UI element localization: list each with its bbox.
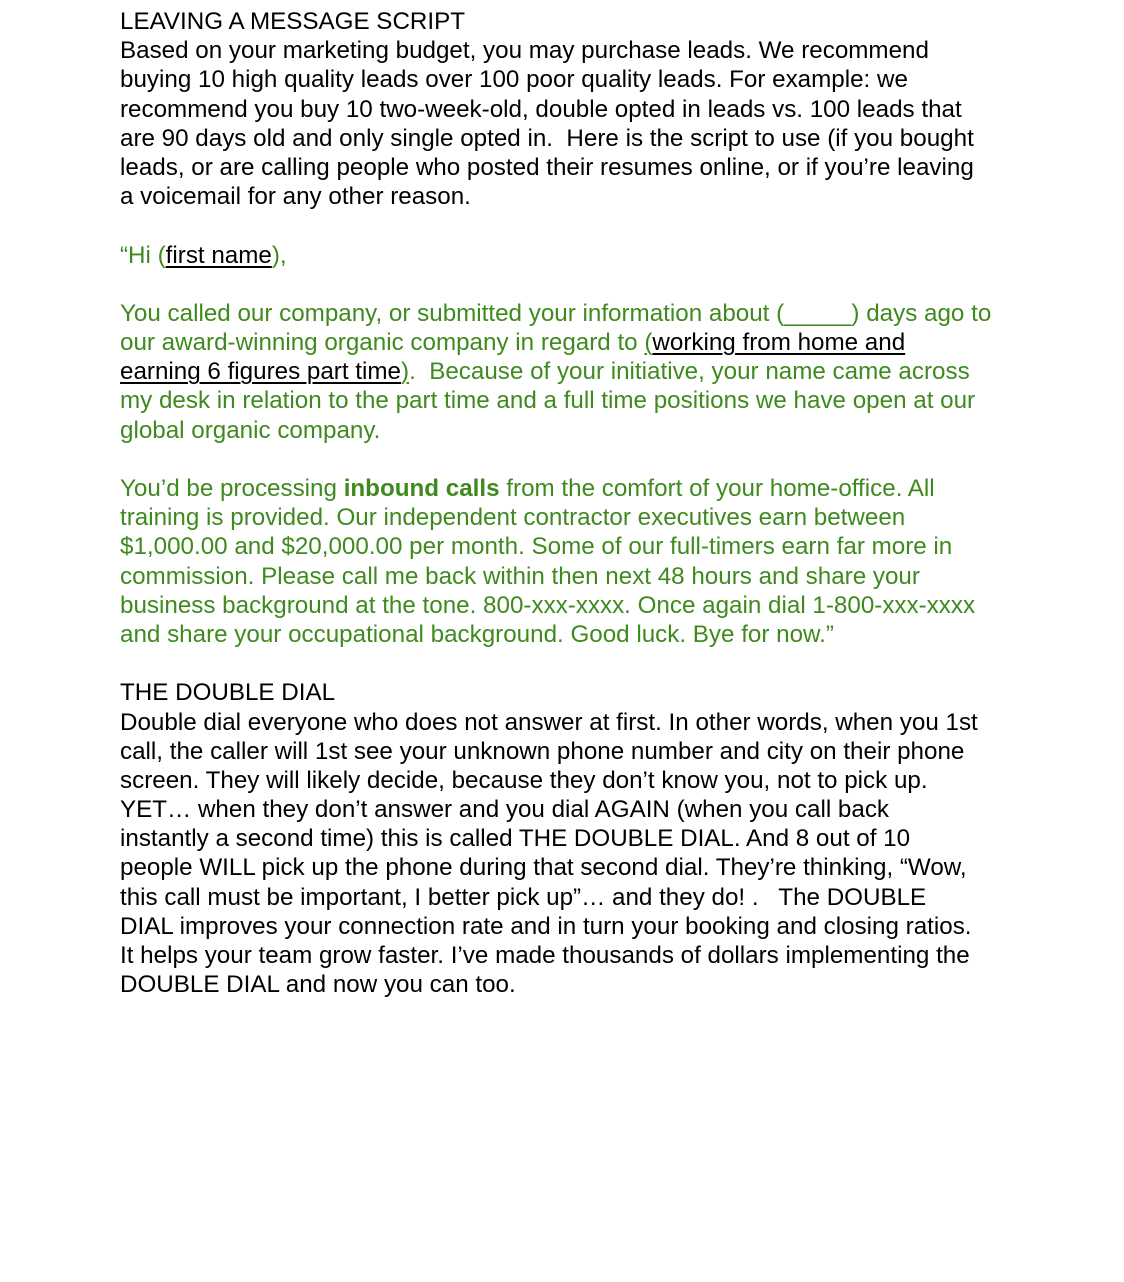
- body-line: instantly a second time) this is called THE DOUBLE DIAL. And 8 out of 10: [120, 825, 911, 853]
- spacer: [120, 445, 1080, 474]
- body-line: call, the caller will 1st see your unknown phone number and city on their phone: [120, 737, 965, 765]
- body-line: Double dial everyone who does not answer at first. In other words, when you 1st: [120, 708, 978, 736]
- section-title-double-dial: THE DOUBLE DIAL: [120, 679, 336, 707]
- topic-placeholder: earning 6 figures part time: [120, 358, 401, 386]
- body-line: screen. They will likely decide, because they don’t know you, not to pick up.: [120, 766, 928, 794]
- script-line: [120, 328, 1080, 357]
- script-line: [120, 474, 1080, 503]
- paren-close: ): [401, 358, 410, 386]
- first-name-placeholder: first name: [165, 241, 272, 269]
- script-line: business background at the tone. 800-xxx-xxxx. Once again dial 1-800-xxx-xxxx: [120, 591, 976, 619]
- greeting-suffix: ),: [271, 241, 287, 269]
- script-line: my desk in relation to the part time and a full time positions we have open at our: [120, 387, 976, 415]
- script-text: You’d be processing: [120, 475, 344, 502]
- script-text: from the comfort of your home-office. All: [499, 475, 935, 502]
- script-line: commission. Please call me back within then next 48 hours and share your: [120, 562, 920, 590]
- intro-paragraph: [120, 36, 1080, 211]
- inbound-calls-emphasis: inbound calls: [343, 475, 500, 502]
- body-line: this call must be important, I better pick up”… and they do! . The DOUBLE: [120, 883, 927, 911]
- script-text: . Because of your initiative, your name came across: [409, 358, 970, 386]
- body-line: people WILL pick up the phone during that second dial. They’re thinking, “Wow,: [120, 854, 967, 882]
- intro-line: Based on your marketing budget, you may purchase leads. We recommend: [120, 37, 929, 65]
- double-dial-paragraph: [120, 708, 1080, 1000]
- section-title-leaving-message: LEAVING A MESSAGE SCRIPT: [120, 8, 466, 35]
- script-line: $1,000.00 and $20,000.00 per month. Some of our full-timers earn far more in: [120, 533, 953, 561]
- intro-line: recommend you buy 10 two-week-old, double opted in leads vs. 100 leads that: [120, 95, 962, 123]
- paren-open: (: [644, 329, 653, 357]
- script-line: global organic company.: [120, 416, 381, 444]
- script-paragraph-2: [120, 474, 1080, 649]
- body-line: DIAL improves your connection rate and in turn your booking and closing ratios.: [120, 912, 972, 940]
- intro-line: are 90 days old and only single opted in. Here is the script to use (if you bought: [120, 124, 974, 152]
- document-page: [120, 7, 1080, 999]
- intro-line: a voicemail for any other reason.: [120, 183, 471, 211]
- spacer: [120, 270, 1080, 299]
- greeting-prefix: “Hi (: [120, 241, 166, 269]
- script-text: our award-winning organic company in regard to: [120, 329, 645, 357]
- body-line: DOUBLE DIAL and now you can too.: [120, 971, 516, 999]
- intro-line: buying 10 high quality leads over 100 poor quality leads. For example: we: [120, 66, 908, 94]
- spacer: [120, 211, 1080, 240]
- body-line: It helps your team grow faster. I’ve made thousands of dollars implementing the: [120, 942, 970, 969]
- script-line: You called our company, or submitted your information about (_____) days ago to: [120, 299, 992, 327]
- intro-line: leads, or are calling people who posted their resumes online, or if you’re leaving: [120, 153, 974, 181]
- script-line: [120, 357, 1080, 386]
- body-line: YET… when they don’t answer and you dial AGAIN (when you call back: [120, 796, 890, 824]
- script-paragraph-1: [120, 299, 1080, 445]
- script-line: training is provided. Our independent contractor executives earn between: [120, 504, 906, 532]
- topic-placeholder: working from home and: [652, 329, 906, 357]
- script-greeting: [120, 241, 1080, 270]
- script-line: and share your occupational background. Good luck. Bye for now.”: [120, 620, 834, 648]
- spacer: [120, 649, 1080, 678]
